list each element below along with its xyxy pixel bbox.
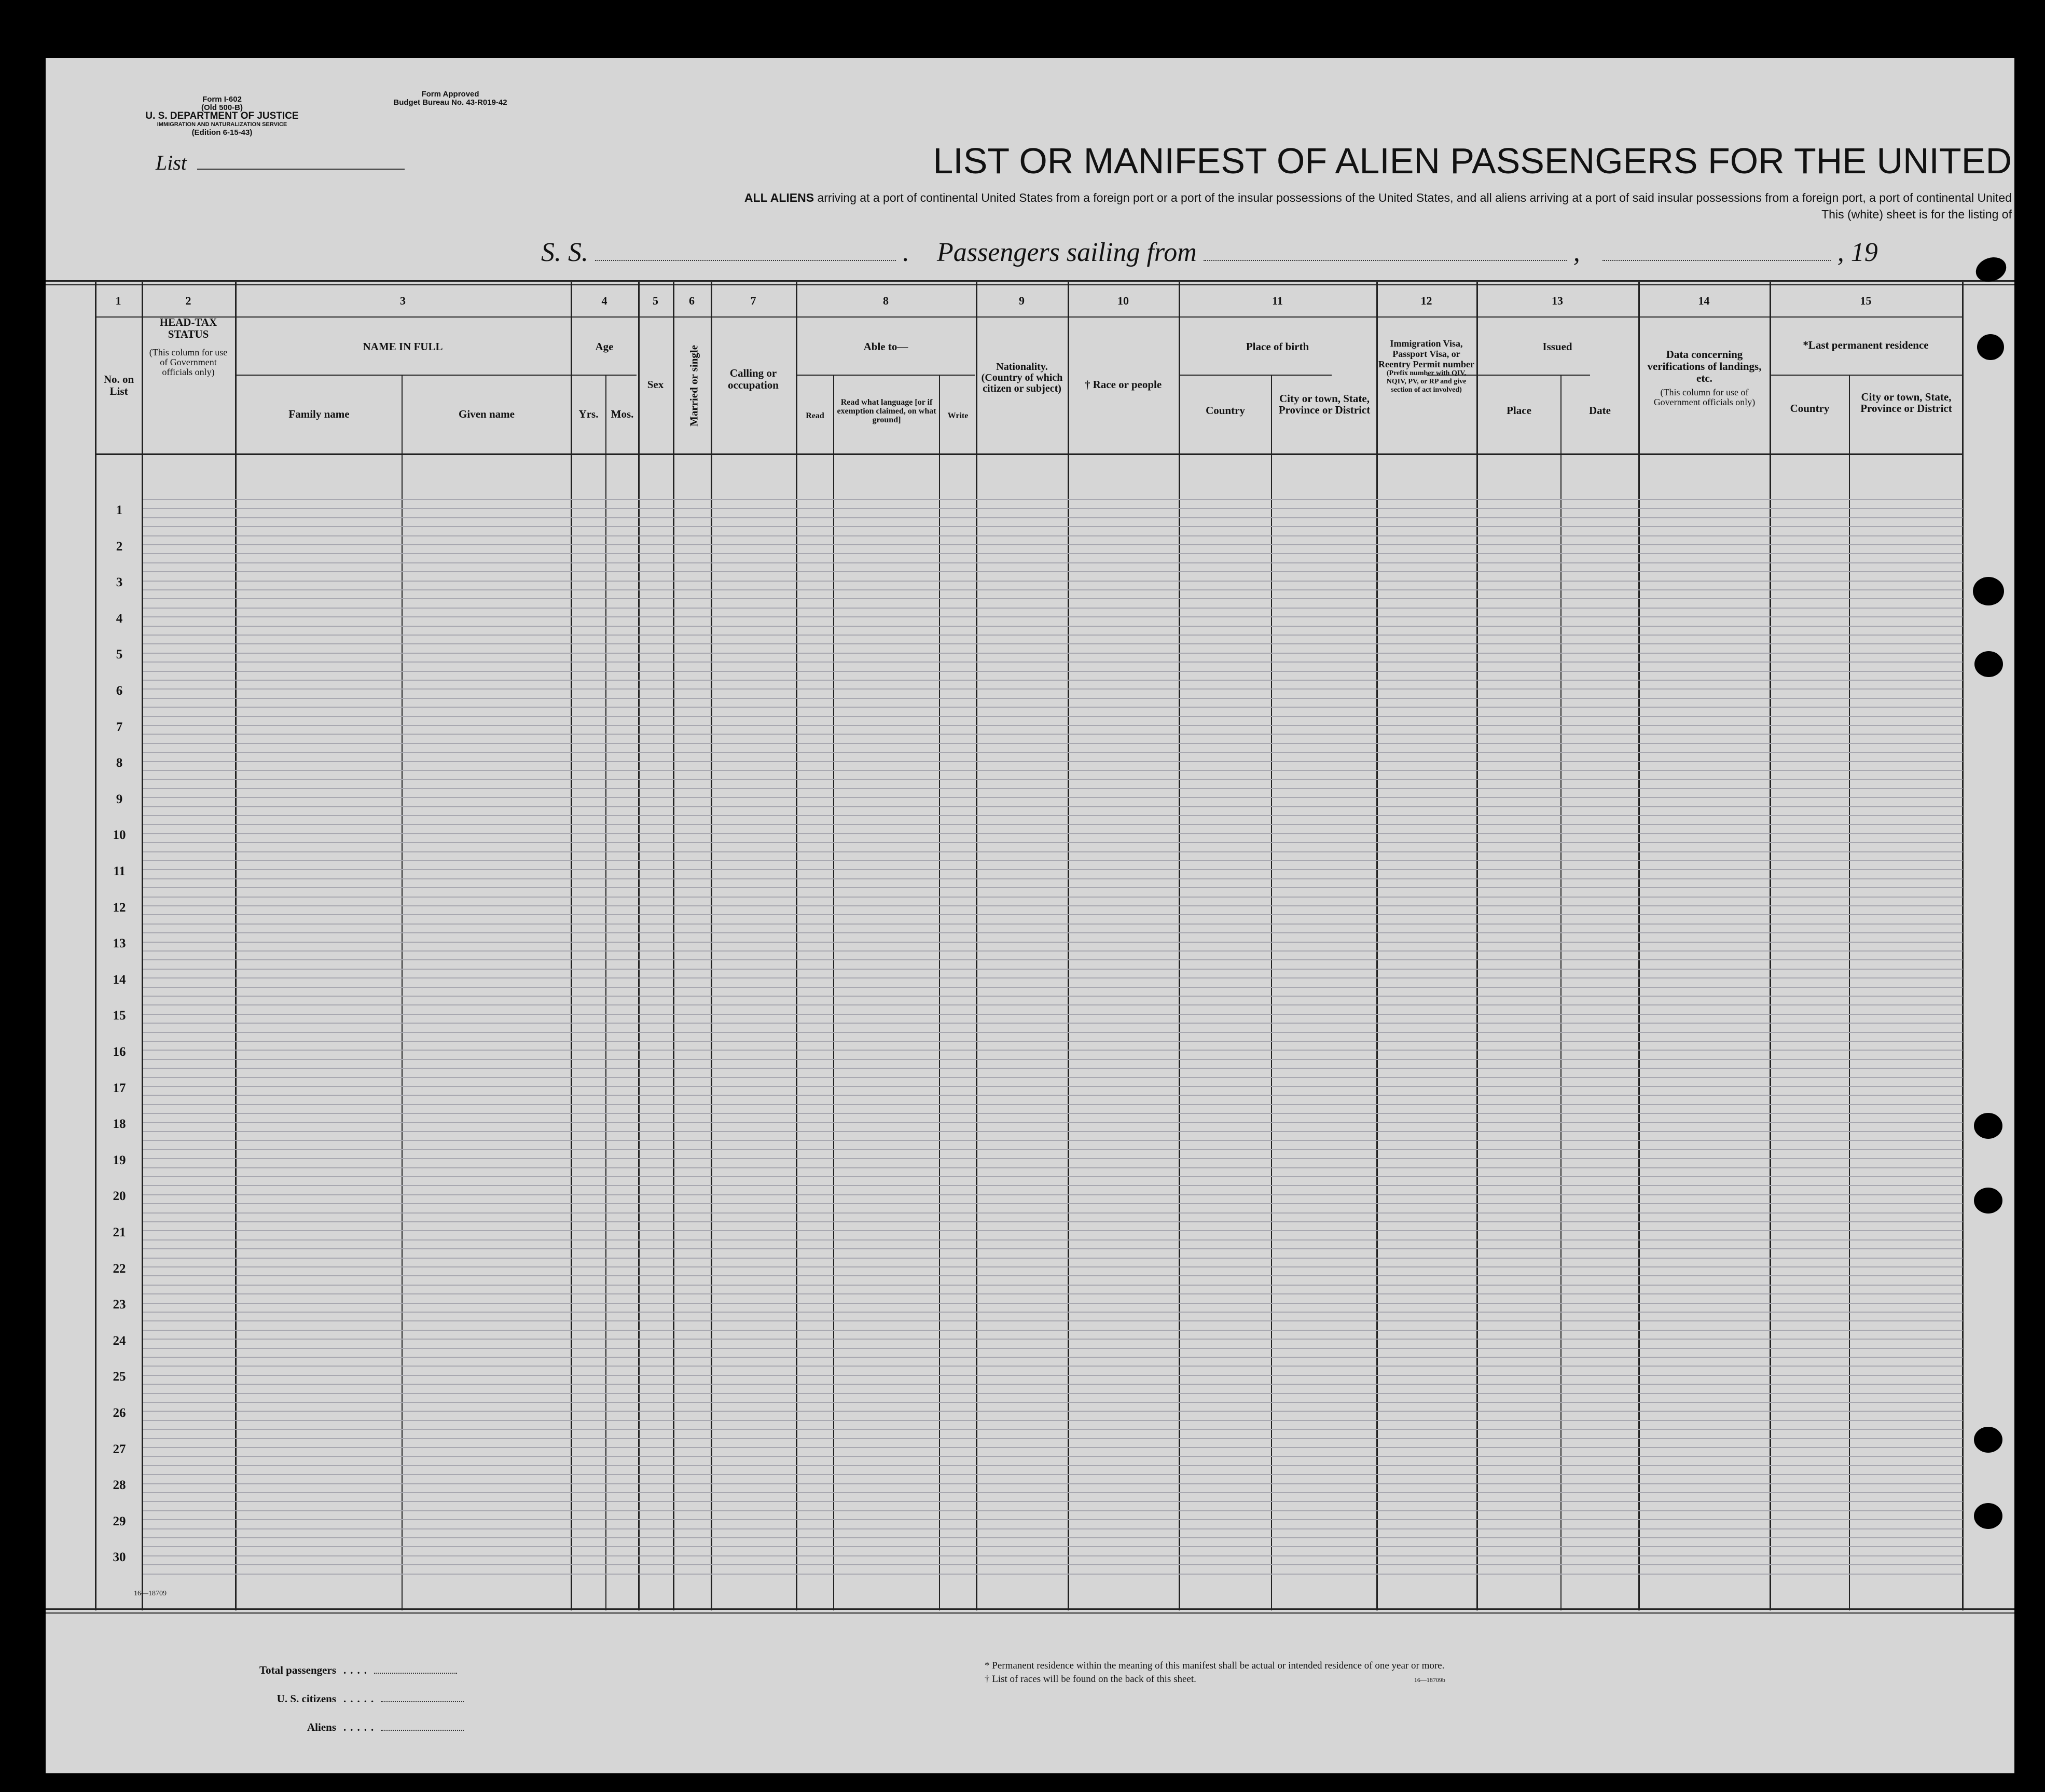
row-number: 11: [113, 864, 126, 878]
row-rule: [143, 1248, 1963, 1249]
name-subrule: [237, 375, 637, 376]
row-rule: [143, 1564, 1963, 1565]
col-line: [402, 376, 403, 1610]
list-blank: [197, 169, 405, 170]
row-rule: [143, 1393, 1963, 1394]
row-rule: [143, 544, 1963, 545]
punch-hole: [1974, 1113, 2002, 1139]
year-label: 19: [1850, 238, 1878, 267]
row-rule: [143, 1492, 1963, 1493]
footnote-dagger: [985, 1673, 1445, 1687]
header-sex: Sex: [647, 378, 664, 391]
subtitle-lead: ALL ALIENS: [744, 191, 814, 204]
row-rule: [143, 1104, 1963, 1105]
row-number: 9: [116, 792, 123, 806]
totals-block: Total passengers .... U. S. citizens ..... Aliens .....: [227, 1656, 464, 1742]
row-rule: [143, 1140, 1963, 1141]
row-rule: [143, 1483, 1963, 1484]
row-number: 5: [116, 647, 123, 661]
row-rule: [143, 716, 1963, 717]
header-place-of-birth: Place of birth: [1246, 340, 1309, 353]
row-rule: [143, 977, 1963, 978]
row-number: 24: [113, 1334, 126, 1348]
row-rule: [143, 1447, 1963, 1448]
header-issued: Issued: [1542, 340, 1572, 353]
row-rule: [143, 833, 1963, 834]
row-rule: [143, 1384, 1963, 1385]
row-number: 14: [113, 973, 126, 987]
row-number: 6: [116, 684, 123, 698]
header-race: † Race or people: [1084, 378, 1162, 391]
row-rule: [143, 725, 1963, 726]
header-age-mos: Mos.: [611, 408, 634, 420]
row-rule: [143, 860, 1963, 861]
column-number: 5: [653, 294, 658, 307]
header-residence-city: City or town, State, Province or District: [1860, 391, 1952, 415]
row-rule: [143, 1077, 1963, 1078]
row-rule: [143, 815, 1963, 816]
column-number: 9: [1019, 294, 1025, 307]
col-line: [1849, 376, 1850, 1610]
row-rule: [143, 499, 1963, 500]
column-number: 15: [1860, 294, 1872, 307]
row-rule: [143, 653, 1963, 654]
row-rule: [143, 1438, 1963, 1439]
header-data-note: (This column for use of Government officials only): [1653, 387, 1756, 407]
header-head-tax: [145, 316, 231, 377]
header-residence-country: Country: [1790, 402, 1830, 415]
table-bottom-rule-2: [46, 1612, 2014, 1614]
row-rule: [143, 1032, 1963, 1033]
subtitle: [430, 191, 2012, 205]
print-code: 16—18709: [134, 1590, 167, 1597]
row-rule: [143, 1059, 1963, 1060]
row-rule: [143, 1004, 1963, 1005]
row-rule: [143, 688, 1963, 690]
row-rule: [143, 1339, 1963, 1340]
header-last-residence: *Last permanent residence: [1803, 339, 1929, 351]
list-label: List: [156, 151, 187, 174]
column-number: 8: [883, 294, 889, 307]
column-number-rule: [95, 316, 1963, 318]
us-citizens-blank: [381, 1701, 464, 1702]
manifest-sheet: [46, 58, 2014, 1773]
row-rule: [143, 806, 1963, 807]
row-rule: [143, 598, 1963, 599]
row-number: 25: [113, 1370, 126, 1384]
row-rule: [143, 1068, 1963, 1069]
birth-subrule: [1180, 375, 1332, 376]
header-visa-label: Immigration Visa, Passport Visa, or Reentry Permit number: [1378, 338, 1474, 369]
row-rule: [143, 1293, 1963, 1294]
row-rule: [143, 1122, 1963, 1123]
header-age: Age: [595, 340, 614, 353]
header-age-yrs: Yrs.: [578, 408, 599, 420]
list-field: [156, 150, 405, 175]
row-number: 12: [113, 901, 126, 915]
total-passengers-blank: [374, 1673, 457, 1674]
header-family-name: Family name: [288, 408, 350, 420]
footnotes: [985, 1659, 1445, 1687]
row-rule: [143, 1501, 1963, 1502]
form-number: Form I-602: [202, 95, 242, 104]
row-rule: [143, 1312, 1963, 1313]
service: IMMIGRATION AND NATURALIZATION SERVICE: [157, 121, 287, 128]
row-rule: [143, 734, 1963, 735]
row-rule: [143, 608, 1963, 609]
row-rule: [143, 1320, 1963, 1321]
header-bottom-rule: [95, 453, 1963, 455]
ss-blank: [595, 260, 896, 261]
column-number: 4: [601, 294, 607, 307]
column-number: 6: [689, 294, 695, 307]
row-rule: [143, 661, 1963, 663]
row-rule: [143, 1456, 1963, 1457]
row-rule: [143, 680, 1963, 681]
edition: (Edition 6-15-43): [191, 128, 253, 137]
column-number: 11: [1272, 294, 1283, 307]
row-rule: [143, 517, 1963, 518]
row-rule: [143, 942, 1963, 943]
header-no-on-list: No. on List: [103, 373, 134, 397]
header-name-in-full: NAME IN FULL: [363, 340, 443, 353]
row-rule: [143, 1574, 1963, 1575]
row-rule: [143, 987, 1963, 988]
form-approval: [372, 90, 528, 107]
row-rule: [143, 1348, 1963, 1349]
table-bottom-rule: [46, 1608, 2014, 1610]
row-number: 1: [116, 503, 123, 517]
row-rule: [143, 1546, 1963, 1547]
row-rule: [143, 923, 1963, 925]
row-rule: [143, 698, 1963, 699]
row-rule: [143, 526, 1963, 527]
row-rule: [143, 779, 1963, 780]
header-given-name: Given name: [459, 408, 515, 420]
budget-number: Budget Bureau No. 43-R019-42: [393, 98, 507, 107]
row-rule: [143, 635, 1963, 636]
row-rule: [143, 643, 1963, 644]
print-code-2: 16—18709b: [1414, 1676, 1445, 1684]
column-number: 2: [185, 294, 191, 307]
row-number: 2: [116, 540, 123, 554]
subtitle-text: arriving at a port of continental United States from a foreign port or a port of the insular possessions of the United States, and all aliens arriving at a port of said insular possessions from a foreign port, a port of continental United: [817, 191, 2012, 204]
column-number: 13: [1552, 294, 1563, 307]
ss-label: S. S.: [541, 238, 588, 267]
row-rule: [143, 788, 1963, 789]
row-rule: [143, 1023, 1963, 1024]
header-visa: [1377, 338, 1475, 394]
row-rule: [143, 1221, 1963, 1222]
row-rule: [143, 1131, 1963, 1132]
row-number: 4: [116, 612, 123, 626]
row-rule: [143, 1429, 1963, 1430]
row-rule: [143, 950, 1963, 952]
row-number: 23: [113, 1298, 126, 1312]
total-passengers-label: Total passengers: [259, 1664, 336, 1676]
row-rule: [143, 1258, 1963, 1259]
form-approved: Form Approved: [421, 90, 479, 99]
row-rule: [143, 1537, 1963, 1538]
row-number: 3: [116, 575, 123, 589]
row-number: 19: [113, 1153, 126, 1167]
row-rule: [143, 1239, 1963, 1240]
row-rule: [143, 1050, 1963, 1051]
col-line: [605, 376, 606, 1610]
row-rule: [143, 969, 1963, 970]
aliens-blank: [381, 1730, 464, 1731]
residence-subrule: [1771, 375, 1963, 376]
table-top-rule: [46, 280, 2014, 282]
row-number: 20: [113, 1189, 126, 1203]
row-rule: [143, 562, 1963, 563]
row-rule: [143, 770, 1963, 771]
us-citizens-label: U. S. citizens: [277, 1692, 336, 1705]
header-birth-city: City or town, State, Province or District: [1278, 392, 1371, 416]
row-rule: [143, 1230, 1963, 1231]
row-rule: [143, 851, 1963, 852]
subtitle-line2: This (white) sheet is for the listing of: [1821, 208, 2012, 221]
row-rule: [143, 752, 1963, 753]
row-number: 10: [113, 828, 126, 842]
row-number: 21: [113, 1225, 126, 1239]
row-rule: [143, 1158, 1963, 1159]
row-rule: [143, 1411, 1963, 1412]
ship-line: S. S. . Passengers sailing from , , 19: [541, 238, 1878, 267]
punch-hole: [1974, 1427, 2002, 1453]
row-rule: [143, 932, 1963, 933]
row-rule: [143, 914, 1963, 915]
punch-hole: [1973, 577, 2004, 605]
form-info: [144, 95, 300, 137]
header-visa-note: (Prefix number with QIV, NQIV, PV, or RP and give section of act involved): [1386, 369, 1467, 394]
row-rule: [143, 996, 1963, 997]
old-form-number: (Old 500-B): [201, 103, 243, 112]
row-number: 30: [113, 1550, 126, 1564]
header-birth-country: Country: [1206, 404, 1245, 417]
able-subrule: [797, 375, 975, 376]
page-title: LIST OR MANIFEST OF ALIEN PASSENGERS FOR THE UNITED: [933, 141, 2012, 181]
row-rule: [143, 1185, 1963, 1186]
row-rule: [143, 553, 1963, 554]
header-issued-place: Place: [1507, 404, 1531, 417]
col-line: [95, 282, 96, 1610]
col-line: [1271, 376, 1272, 1610]
row-rule: [143, 1014, 1963, 1015]
row-rule: [143, 959, 1963, 960]
header-calling: Calling or occupation: [727, 367, 779, 391]
row-rule: [143, 1266, 1963, 1267]
aliens-label: Aliens: [307, 1721, 336, 1733]
header-nationality: Nationality. (Country of which citizen or subject): [981, 361, 1063, 394]
column-number: 7: [750, 294, 756, 307]
punch-hole: [1974, 651, 2003, 677]
row-rule: [143, 1528, 1963, 1529]
row-number: 27: [113, 1442, 126, 1456]
header-able-to: Able to—: [863, 340, 908, 353]
row-rule: [143, 1086, 1963, 1087]
row-rule: [143, 1203, 1963, 1204]
row-rule: [143, 508, 1963, 509]
row-number: 26: [113, 1406, 126, 1420]
header-data-concerning: [1643, 349, 1765, 407]
footnote-asterisk: * Permanent residence within the meaning of this manifest shall be actual or intended residence of one year or more.: [985, 1660, 1445, 1671]
row-rule: [143, 1149, 1963, 1150]
department: U. S. DEPARTMENT OF JUSTICE: [145, 111, 299, 121]
row-rule: [143, 671, 1963, 672]
header-data-concerning-label: Data concerning verifications of landings, etc.: [1647, 348, 1762, 384]
row-rule: [143, 1330, 1963, 1331]
row-rule: [143, 616, 1963, 617]
column-number: 10: [1117, 294, 1129, 307]
header-read-language: Read what language [or if exemption claimed, on what ground]: [837, 398, 936, 424]
row-rule: [143, 571, 1963, 572]
row-rule: [143, 1465, 1963, 1466]
row-number: 17: [113, 1081, 126, 1095]
row-number: 15: [113, 1009, 126, 1023]
sailing-label: Passengers sailing from: [937, 238, 1197, 267]
row-rule: [143, 1303, 1963, 1304]
row-rule: [143, 887, 1963, 888]
row-rule: [143, 1095, 1963, 1096]
row-rule: [143, 905, 1963, 906]
row-rule: [143, 1402, 1963, 1403]
row-rule: [143, 869, 1963, 870]
date-blank: [1602, 260, 1831, 261]
row-rule: [143, 1420, 1963, 1421]
col-line: [939, 376, 940, 1610]
row-rule: [143, 1212, 1963, 1214]
punch-hole: [1974, 1188, 2002, 1214]
row-number: 29: [113, 1514, 126, 1528]
row-rule: [143, 1474, 1963, 1475]
row-number: 13: [113, 936, 126, 950]
row-rule: [143, 1275, 1963, 1276]
row-rule: [143, 1510, 1963, 1511]
row-rule: [143, 1366, 1963, 1367]
column-number: 12: [1420, 294, 1432, 307]
row-rule: [143, 1555, 1963, 1556]
row-rule: [143, 824, 1963, 825]
row-rule: [143, 1375, 1963, 1376]
row-number: 22: [113, 1262, 126, 1276]
row-rule: [143, 1519, 1963, 1520]
row-rule: [143, 1167, 1963, 1168]
row-number: 28: [113, 1478, 126, 1492]
column-number: 14: [1698, 294, 1710, 307]
header-married-single: Married or single: [687, 344, 700, 427]
sailing-blank: [1204, 260, 1567, 261]
header-write: Write: [947, 411, 969, 420]
footnote-dagger-text: † List of races will be found on the back of this sheet.: [985, 1674, 1196, 1685]
col-line: [1560, 376, 1562, 1610]
row-rule: [143, 1113, 1963, 1114]
row-rule: [143, 1176, 1963, 1177]
row-rule: [143, 1194, 1963, 1195]
row-number: 8: [116, 756, 123, 770]
row-rule: [143, 1041, 1963, 1042]
row-rule: [143, 1285, 1963, 1286]
punch-hole: [1977, 334, 2004, 360]
col-line: [833, 376, 834, 1610]
table-top-rule-2: [46, 284, 2014, 285]
header-head-tax-label: HEAD-TAX STATUS: [159, 316, 217, 340]
row-rule: [143, 842, 1963, 843]
punch-hole: [1974, 1503, 2002, 1529]
header-head-tax-note: (This column for use of Government officials only): [149, 347, 228, 377]
row-rule: [143, 797, 1963, 798]
header-issued-date: Date: [1589, 404, 1611, 417]
row-rule: [143, 743, 1963, 744]
row-number: 18: [113, 1117, 126, 1131]
row-rule: [143, 626, 1963, 627]
row-rule: [143, 897, 1963, 898]
column-number: 3: [400, 294, 406, 307]
row-rule: [143, 589, 1963, 590]
row-number: 16: [113, 1045, 126, 1059]
row-rule: [143, 707, 1963, 708]
row-rule: [143, 878, 1963, 879]
row-number: 7: [116, 720, 123, 734]
column-number: 1: [115, 294, 121, 307]
row-rule: [143, 581, 1963, 582]
row-rule: [143, 535, 1963, 536]
row-rule: [143, 761, 1963, 762]
row-rule: [143, 1357, 1963, 1358]
header-read: Read: [806, 411, 824, 420]
